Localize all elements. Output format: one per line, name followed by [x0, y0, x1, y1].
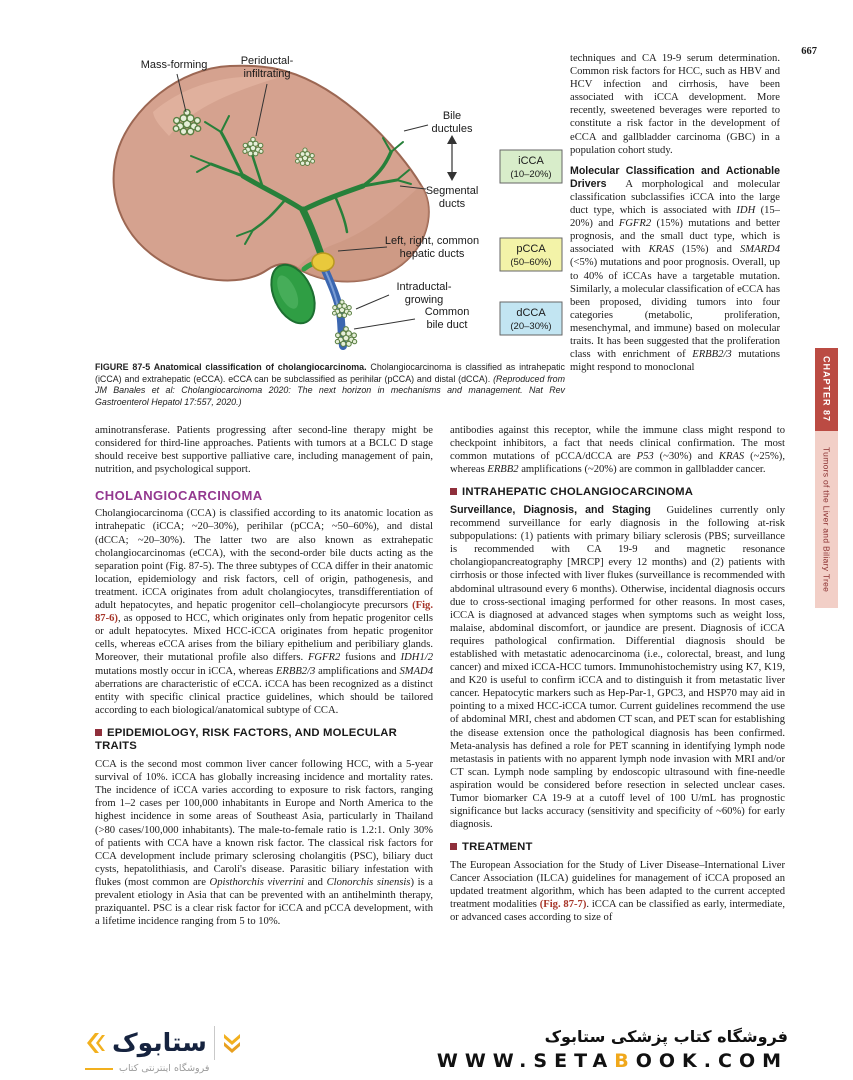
label-intraductal-2: growing: [404, 294, 444, 306]
footer-tagline: فروشگاه کتاب پزشکی ستابوک: [544, 1027, 788, 1046]
duct-junction-shape: [312, 253, 334, 271]
logo-subtitle: فروشگاه اینترنتی کتاب: [119, 1063, 210, 1074]
label-segmental-2: ducts: [438, 198, 466, 210]
logo-divider: [214, 1026, 215, 1060]
label-segmental-1: Segmental: [425, 185, 479, 197]
figure-caption: FIGURE 87-5 Anatomical classification of cholangiocarcinoma. Cholangiocarcinoma is classified as intrahepatic (iCCA) and extrahepatic (eCCA). eCCA can be subclassified as perihilar (pCCA) and distal (dCCA). (Reproduced from JM Banales et al: Cholangiocarcinoma 2020: The next horizon in mechanisms and management. Nat Rev Gastroenterol Hepatol 17:557, 2020.): [95, 362, 565, 407]
svg-text:(10–20%): (10–20%): [510, 169, 552, 180]
section-square-icon: [450, 488, 457, 495]
dcca-box: [500, 302, 562, 335]
heading-treatment: TREATMENT: [450, 841, 785, 855]
heading-intrahepatic: INTRAHEPATIC CHOLANGIOCARCINOMA: [450, 486, 785, 500]
section-square-icon: [95, 729, 102, 736]
risk-factors-paragraph: techniques and CA 19-9 serum determination. Common risk factors for HCC, such as HBV and HCV infection and cirrhosis, have been associated with iCCA development. More recently, sweetened beverages were reported to constitute a risk factor in the development of eCCA and gallbladder carcinoma (GBC) in a population cohort study.: [570, 53, 780, 156]
icca-box: [500, 150, 562, 183]
right-narrow-column: [570, 52, 780, 426]
label-mass-forming: Mass-forming: [140, 59, 208, 71]
svg-text:pCCA: pCCA: [516, 243, 546, 255]
right-wide-column: [450, 424, 785, 1022]
left-column: [95, 424, 433, 1022]
logo-wordmark: ستابوک: [112, 1028, 207, 1057]
footer-branding: [437, 1027, 788, 1072]
setabook-logo: [85, 1026, 242, 1074]
section-square-icon: [450, 843, 457, 850]
figure-87-5-illustration: [95, 38, 567, 356]
pcca-box: [500, 238, 562, 271]
molecular-classification-paragraph: Molecular Classification and Actionable Drivers A morphological and molecular classification subclassifies iCCA into the large duct type, which is associated with IDH (15–20%) and FGFR2 (15%) mutations and better prognosis, and the small duct type, which is associated with KRAS (15%) and SMARD4 (<5%) mutations and poor prognosis. Overall, up to 40% of iCCAs have a targetable mutation. Similarly, a molecular classification of eCCA has been proposed, dividing tumors into four categories (metabolic, proliferation, mesenchymal, and immune) based on molecular traits. It has been suggested that the proliferation class with enrichment of ERBB2/3 mutations might respond to monoclonal: [570, 164, 780, 374]
svg-text:iCCA: iCCA: [518, 155, 544, 167]
chapter-title-tab: Tumors of the Liver and Biliary Tree: [815, 431, 838, 608]
treatment-paragraph: The European Association for the Study of Liver Disease–International Liver Cancer Association (ILCA) guidelines for management of iCCA proposed an updated treatment algorithm, which has been adapted to the current accepted treatment modalities (Fig. 87-7). iCCA can be classified as early, intermediate, or advanced cases according to size of: [450, 859, 785, 924]
carryover-paragraph: aminotransferase. Patients progressing after second-line therapy might be considered for third-line approaches. Patients with tumors at a BCLC D stage should receive best supportive palliative care, including management of pain, nutrition, and psychological support.: [95, 425, 433, 476]
heading-molecular-classification: Molecular Classification and Actionable Drivers: [570, 164, 780, 190]
liver-anatomy-figure: [95, 38, 567, 356]
label-common-bile-1: Common: [424, 306, 470, 318]
molecular-continuation-paragraph: antibodies against this receptor, while the immune class might respond to checkpoint inhibitors, a fact that needs clinical confirmation. The most common mutations of pCCA/dCCA are P53 (~30%) and KRAS (~25%), whereas ERBB2 amplifications (~20%) are common in gallbladder cancer.: [450, 425, 785, 476]
label-intraductal-1: Intraductal-: [396, 281, 452, 293]
svg-text:(50–60%): (50–60%): [510, 257, 552, 268]
svg-text:(20–30%): (20–30%): [510, 321, 552, 332]
label-bile-ductules-2: ductules: [431, 123, 473, 135]
heading-cholangiocarcinoma: CHOLANGIOCARCINOMA: [95, 488, 263, 504]
double-chevron-down-icon: [222, 1032, 242, 1054]
logo-accent-bar: [85, 1068, 113, 1070]
chapter-tab: CHAPTER 87: [815, 348, 838, 431]
page-number: 667: [801, 46, 817, 57]
double-chevron-left-icon: [85, 1031, 105, 1055]
footer-url: WWW.SETABOOK.COM: [436, 1050, 788, 1072]
surveillance-paragraph: Surveillance, Diagnosis, and Staging Guidelines currently only recommend surveillance for early diagnosis in the following at-risk subpopulations: (1) patients with primary biliary sclerosis (PBS; surveillance is recommended with CA 19-9 and magnetic resonance cholangiopancreatography [MRCP] every 12 months) and (2) patients with cirrhosis or those infected with liver flukes (surveillance is recommended with abdominal ultrasound every 6 months). Otherwise, incidental diagnosis occurs due to cross-sectional imaging performed for other reasons. In most cases, iCCA is diagnosed at advanced stages when symptoms such as weight loss, malaise, abdominal discomfort, or jaundice are present. Diagnosis of iCCA requires pathological confirmation. Differential diagnosis should be established with metastatic adenocarcinoma (i.e., colorectal, breast, and lung cancer) and mixed iCCA-HCC tumors. Immunohistochemistry using K7, K19, and K20 is useful to confirm iCCA and to distinguish it from metastatic liver cancer. Hepatocytic markers such as Hep-Par-1, GPC3, and HSP70 may aid in pointing to a mixed HCC-iCCA tumor. Current guidelines recommend the use of abdominal MRI, chest and abdomen CT scan, and PET scan for establishing the disease extension once the pathological diagnosis has been confirmed. Meta-analysis has defined a role for PET scanning in identifying lymph node metastasis in patients with no apparent lymph node invasion with MRI and/or CT scan. Lymph node sampling by endoscopic ultrasound with fine-needle aspiration would be considered before resection in selected unclear cases. Tumor biomarker CA 19-9 at a cutoff level of 100 U/mL has prognostic significance but lacks accuracy (sensitivity and specificity of ~60%) for early diagnosis.: [450, 503, 785, 831]
intro-paragraph: Cholangiocarcinoma (CCA) is classified according to its anatomic location as intrahepatic (iCCA; ~20–30%), perihilar (pCCA; ~50–60%), and distal (dCCA; ~20–30%). The latter two are also known as extrahepatic cholangiocarcinomas (eCCA), with the second-order bile ducts acting as the separation point (Fig. 87-5). The three subtypes of CCA differ in their anatomic location, epidemiology and risk factors, cell of origin, pathogenesis, and treatment. iCCA originates from adult cholangiocytes, transdifferentiation of adult hepatocytes, and hepatic progenitor cell–cholangiocyte precursors (Fig. 87-6), as opposed to HCC, which originates only from hepatic progenitor cells or adult hepatocytes. Mixed HCC-iCCA originates from hepatic progenitor cells, whereas eCCA arises from the biliary epithelium and peribiliary glands. Moreover, their mutational profile also differs. FGFR2 fusions and IDH1/2 mutations mostly occur in iCCA, whereas ERBB2/3 amplifications and SMAD4 aberrations are characteristic of eCCA. iCCA has been recognized as a distinct entity with specific clinical practice guidelines, which should be tailored according to each biological/anatomical subtype of CCA.: [95, 508, 433, 716]
label-bile-ductules-1: Bile: [442, 110, 462, 122]
label-hepatic-ducts-1: Left, right, common: [384, 235, 480, 247]
heading-surveillance: Surveillance, Diagnosis, and Staging: [450, 503, 651, 516]
label-periductal-2: infiltrating: [243, 68, 291, 80]
label-hepatic-ducts-2: hepatic ducts: [399, 248, 465, 260]
label-periductal-1: Periductal-: [240, 55, 294, 67]
label-common-bile-2: bile duct: [426, 319, 468, 331]
epidemiology-paragraph: CCA is the second most common liver cancer following HCC, with a 5-year survival of 10%. iCCA has globally increasing incidence and mortality rates. The incidence of iCCA varies according to exposure to risk factors, ranging from 1–2 cases per 100,000 inhabitants in Europe and North America to the highest incidence in some areas of Southeast Asia, particularly in Thailand (>80 cases/100,000 inhabitants). The male-to-female ratio is 1.2:1. Only 30% of patients with CCA have a known risk factor. The classical risk factors for CCA development include primary sclerosing cholangitis (PSC), biliary duct cysts, hepatolithiasis, and Caroli's disease. Parasitic biliary infestation with flukes (most common are Opisthorchis viverrini and Clonorchis sinensis) is a prevalent etiology in Asia that can be prevented with an antihelminth therapy, praziquantel. PSC is a clear risk factor for iCCA and pCCA development, with a lifetime incidence ranging from 5 to 10%.: [95, 759, 433, 928]
range-arrow-icon: [447, 135, 457, 181]
svg-text:dCCA: dCCA: [516, 307, 546, 319]
heading-epidemiology: EPIDEMIOLOGY, RISK FACTORS, AND MOLECULAR TRAITS: [95, 726, 398, 753]
